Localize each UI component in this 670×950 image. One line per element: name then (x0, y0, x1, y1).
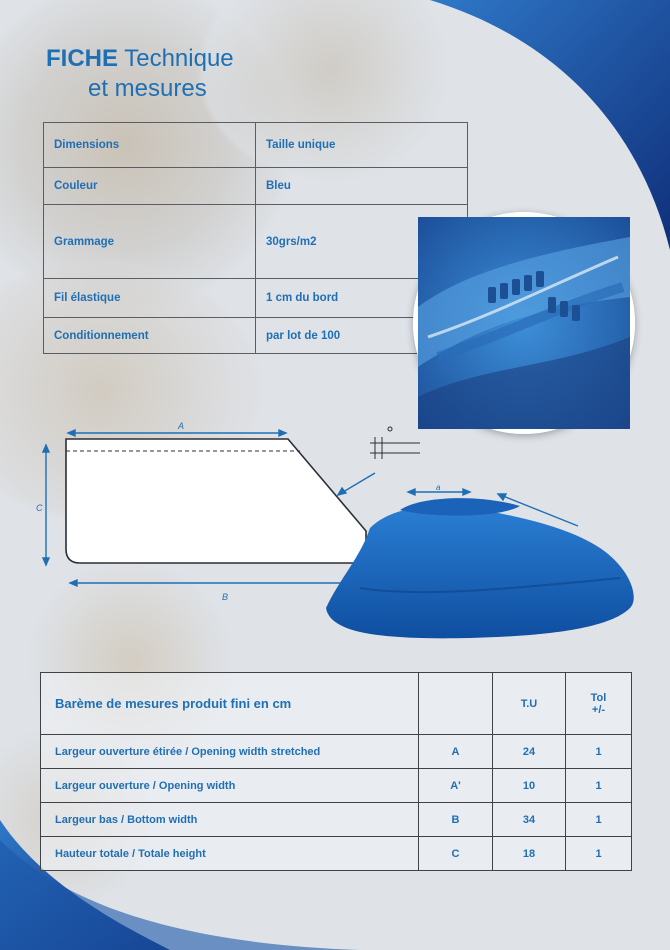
row-label: Hauteur totale / Totale height (41, 837, 419, 871)
header-tu: T.U (493, 673, 566, 735)
row-tol: 1 (566, 735, 632, 769)
shoe-cover-photo (320, 483, 640, 658)
header-tol (566, 673, 632, 735)
title-line2: et mesures (88, 75, 207, 102)
row-label: Largeur ouverture étirée / Opening width stretched (41, 735, 419, 769)
spec-label: Couleur (44, 168, 256, 205)
spec-value: Bleu (256, 168, 468, 205)
spec-value: par lot de 100 (256, 318, 468, 354)
elastic-closeup-photo (413, 212, 635, 434)
spec-label: Conditionnement (44, 318, 256, 354)
table-row (41, 837, 632, 871)
row-tu: 24 (493, 735, 566, 769)
label-a-prime: a (436, 483, 441, 492)
row-tu: 10 (493, 769, 566, 803)
table-row (44, 168, 468, 205)
header-code-cell (419, 673, 493, 735)
row-code: A (419, 735, 493, 769)
spec-label: Dimensions (44, 123, 256, 168)
spec-label: Fil élastique (44, 279, 256, 318)
table-row (44, 279, 468, 318)
table-header-row (41, 673, 632, 735)
spec-label: Grammage (44, 205, 256, 279)
measurements-table (40, 672, 632, 871)
page-title (46, 44, 234, 104)
label-b: B (222, 592, 229, 602)
row-label: Largeur ouverture / Opening width (41, 769, 419, 803)
bareme-title: Barème de mesures produit fini en cm (41, 673, 419, 735)
spec-value: 30grs/m2 (256, 205, 468, 279)
row-tu: 34 (493, 803, 566, 837)
row-tol: 1 (566, 769, 632, 803)
label-a: A (178, 421, 185, 431)
row-code: A' (419, 769, 493, 803)
row-tol: 1 (566, 803, 632, 837)
table-row (44, 318, 468, 354)
row-tol: 1 (566, 837, 632, 871)
table-row (41, 735, 632, 769)
row-tu: 18 (493, 837, 566, 871)
header-tol-line2: +/- (591, 703, 606, 716)
header-tol-line1: Tol (590, 691, 607, 704)
spec-value: Taille unique (256, 123, 468, 168)
table-row (44, 205, 468, 279)
title-bold: FICHE (46, 45, 118, 72)
spec-table (43, 122, 468, 354)
table-row (41, 769, 632, 803)
row-label: Largeur bas / Bottom width (41, 803, 419, 837)
row-code: C (419, 837, 493, 871)
table-row (41, 803, 632, 837)
row-code: B (419, 803, 493, 837)
spec-value: 1 cm du bord (256, 279, 468, 318)
table-row (44, 123, 468, 168)
label-c: C (36, 503, 43, 513)
title-rest: Technique (124, 45, 234, 72)
